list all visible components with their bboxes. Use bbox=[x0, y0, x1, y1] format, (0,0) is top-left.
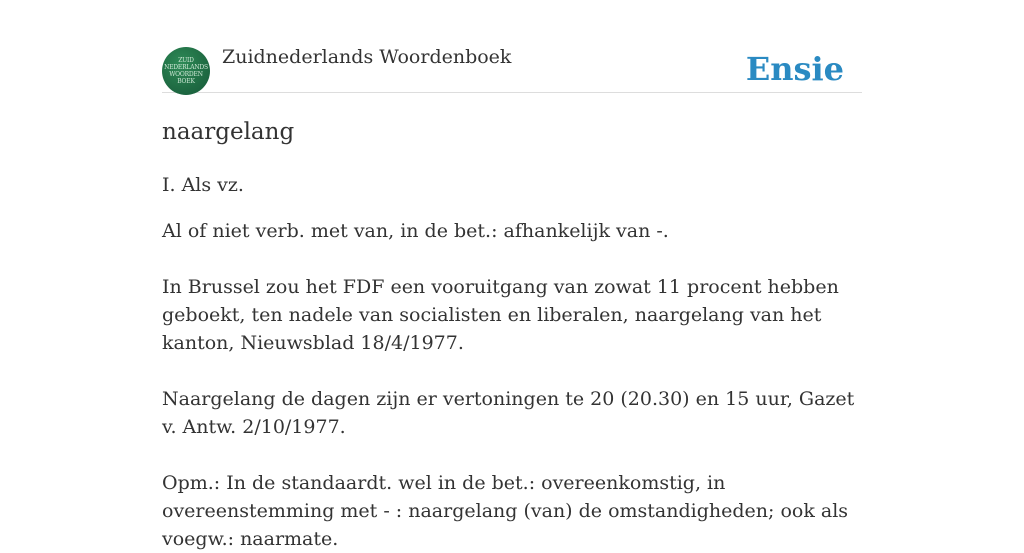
logo-text-line: BOEK bbox=[177, 78, 195, 85]
logo-text-line: NEDERLANDS bbox=[164, 64, 208, 71]
logo-text-line: ZUID bbox=[178, 57, 194, 64]
entry-page bbox=[162, 44, 862, 553]
logo-text-line: WOORDEN bbox=[169, 71, 203, 78]
source-name-link[interactable]: Zuidnederlands Woordenboek bbox=[222, 46, 512, 68]
ensie-brand-logo[interactable]: Ensie bbox=[745, 50, 844, 88]
section-label: I. Als vz. bbox=[162, 174, 244, 196]
dictionary-logo[interactable] bbox=[162, 47, 210, 95]
headword-title: naargelang bbox=[162, 119, 295, 145]
example-citation: Naargelang de dagen zijn er vertoningen te 20 (20.30) en 15 uur, Gazet v. Antw. 2/10/1977. bbox=[162, 388, 855, 438]
usage-note: Opm.: In de standaardt. wel in de bet.: overeenkomstig, in overeenstemming met - : naargelang (van) de omstandigheden; ook als voegw.: naarmate. bbox=[162, 472, 849, 550]
definition-text: Al of niet verb. met van, in de bet.: afhankelijk van -. bbox=[162, 220, 669, 242]
entry-body bbox=[162, 171, 862, 553]
source-header bbox=[162, 44, 862, 93]
example-citation: In Brussel zou het FDF een vooruitgang van zowat 11 procent hebben geboekt, ten nadele van socialisten en liberalen, naargelang van het kanton, Nieuwsblad 18/4/1977. bbox=[162, 276, 839, 354]
